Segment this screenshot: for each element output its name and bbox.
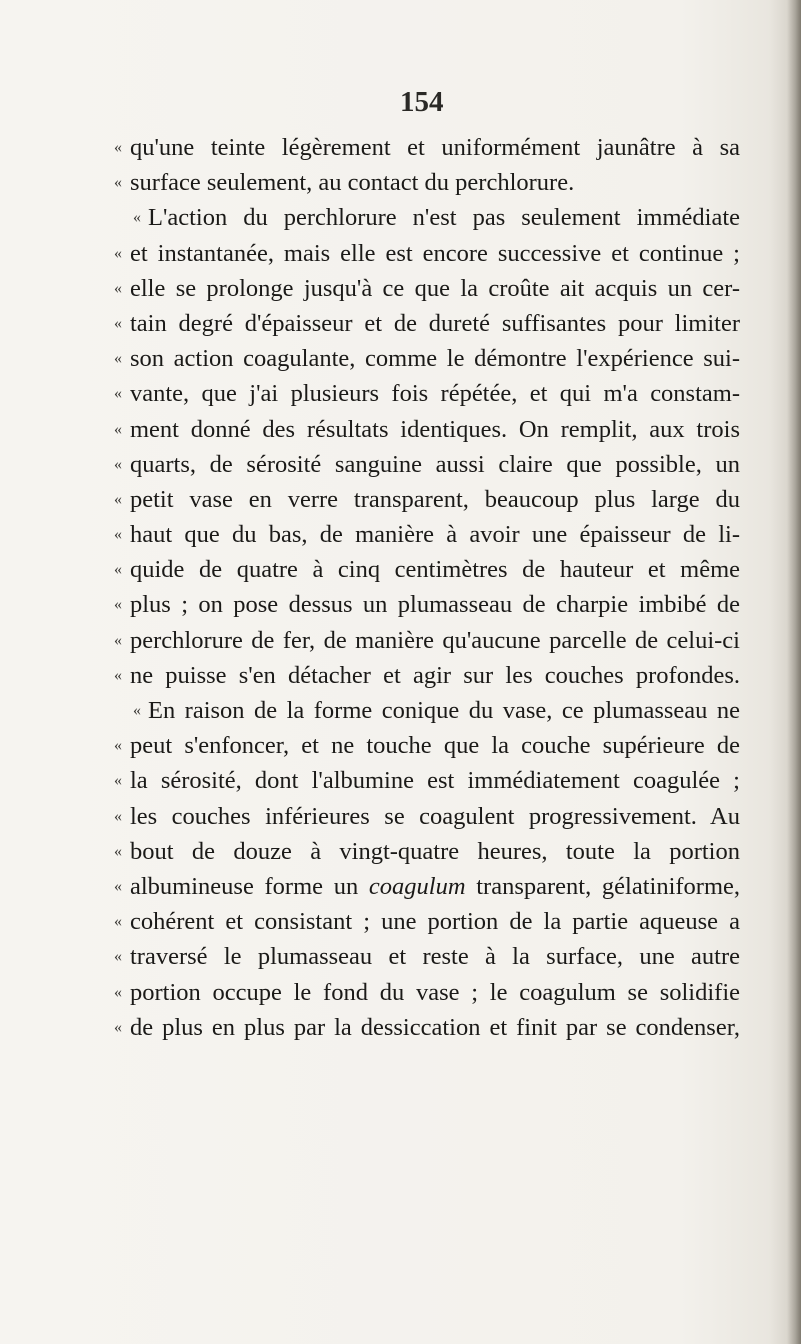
text-line [114, 587, 740, 622]
text-line [114, 376, 740, 411]
line-text: bout de douze à vingt-quatre heures, toute la portion [130, 837, 740, 865]
quote-mark: « [114, 455, 122, 473]
line-text: traversé le plumasseau et reste à la surface, une autre [130, 943, 740, 971]
quote-mark: « [133, 209, 141, 227]
text-line [114, 236, 740, 271]
line-text: de plus en plus par la dessiccation et finit par se condenser, [130, 1013, 740, 1041]
quote-mark: « [114, 631, 122, 649]
quote-mark: « [114, 314, 122, 332]
line-text: la sérosité, dont l'albumine est immédiatement coagulée ; [130, 767, 740, 795]
line-text: surface seulement, au contact du perchlorure. [130, 169, 575, 197]
quote-mark: « [114, 877, 122, 895]
line-text: quarts, de sérosité sanguine aussi claire que possible, un [130, 450, 740, 478]
text-line [114, 975, 740, 1010]
body-text [114, 130, 740, 1045]
quote-mark: « [114, 526, 122, 544]
line-text-after: transparent, gélatiniforme, [465, 872, 740, 900]
text-line [114, 623, 740, 658]
quote-mark: « [114, 596, 122, 614]
quote-mark: « [114, 385, 122, 403]
text-line [114, 1010, 740, 1045]
quote-mark: « [114, 666, 122, 684]
text-line [114, 412, 740, 447]
line-text: elle se prolonge jusqu'à ce que la croûte ait acquis un cer- [130, 274, 740, 302]
text-line [114, 165, 740, 200]
quote-mark: « [114, 948, 122, 966]
line-text-before: albumineuse forme un [130, 872, 369, 900]
line-text: ne puisse s'en détacher et agir sur les couches profondes. [130, 661, 740, 689]
quote-mark: « [114, 490, 122, 508]
line-text: L'action du perchlorure n'est pas seulement immédiate [148, 204, 740, 232]
line-text: perchlorure de fer, de manière qu'aucune parcelle de celui-ci [130, 626, 740, 654]
line-text: En raison de la forme conique du vase, ce plumasseau ne [148, 697, 740, 724]
line-text: plus ; on pose dessus un plumasseau de charpie imbibé de [130, 591, 740, 619]
quote-mark: « [114, 772, 122, 790]
text-line [114, 447, 740, 482]
line-text: tain degré d'épaisseur et de dureté suffisantes pour limiter [130, 309, 740, 337]
line-text: vante, que j'ai plusieurs fois répétée, et qui m'a constam- [130, 380, 740, 408]
text-line [114, 482, 740, 517]
line-text: peut s'enfoncer, et ne touche que la couche supérieure de [130, 732, 740, 760]
text-line [114, 552, 740, 587]
line-text: haut que du bas, de manière à avoir une épaisseur de li- [130, 521, 740, 549]
line-text: et instantanée, mais elle est encore successive et continue ; [130, 239, 740, 267]
quote-mark: « [114, 561, 122, 579]
text-line [114, 271, 740, 306]
line-text: son action coagulante, comme le démontre l'expérience sui- [130, 345, 740, 373]
text-line [114, 904, 740, 939]
text-line [114, 728, 740, 763]
text-line [114, 869, 740, 904]
quote-mark: « [114, 420, 122, 438]
line-text: portion occupe le fond du vase ; le coagulum se solidifie [130, 978, 740, 1006]
line-text: les couches inférieures se coagulent progressivement. Au [130, 802, 740, 830]
text-line [114, 130, 740, 165]
text-line [114, 306, 740, 341]
text-line [114, 517, 740, 552]
text-line [114, 834, 740, 869]
line-text: quide de quatre à cinq centimètres de hauteur et même [130, 556, 740, 584]
page-number: 154 [400, 86, 444, 118]
text-line [114, 939, 740, 974]
quote-mark: « [114, 913, 122, 931]
quote-mark: « [114, 983, 122, 1001]
text-line [130, 693, 740, 728]
line-text: ment donné des résultats identiques. On remplit, aux trois [130, 415, 740, 443]
quote-mark: « [114, 350, 122, 368]
line-text: qu'une teinte légèrement et uniformément jaunâtre à sa [130, 134, 740, 161]
text-line [130, 200, 740, 235]
quote-mark: « [114, 807, 122, 825]
line-text: petit vase en verre transparent, beaucoup plus large du [130, 485, 740, 513]
italic-term: coagulum [368, 872, 466, 900]
quote-mark: « [114, 139, 122, 156]
line-text [130, 869, 740, 904]
quote-mark: « [114, 244, 122, 262]
quote-mark: « [114, 174, 122, 192]
page-edge-shadow [787, 0, 801, 1344]
text-line [114, 658, 740, 693]
quote-mark: « [114, 279, 122, 297]
quote-mark: « [114, 1018, 122, 1036]
quote-mark: « [133, 702, 141, 719]
quote-mark: « [114, 842, 122, 860]
text-line [114, 799, 740, 834]
text-line [114, 763, 740, 798]
line-text: cohérent et consistant ; une portion de la partie aqueuse a [130, 908, 740, 936]
quote-mark: « [114, 737, 122, 755]
text-line [114, 341, 740, 376]
